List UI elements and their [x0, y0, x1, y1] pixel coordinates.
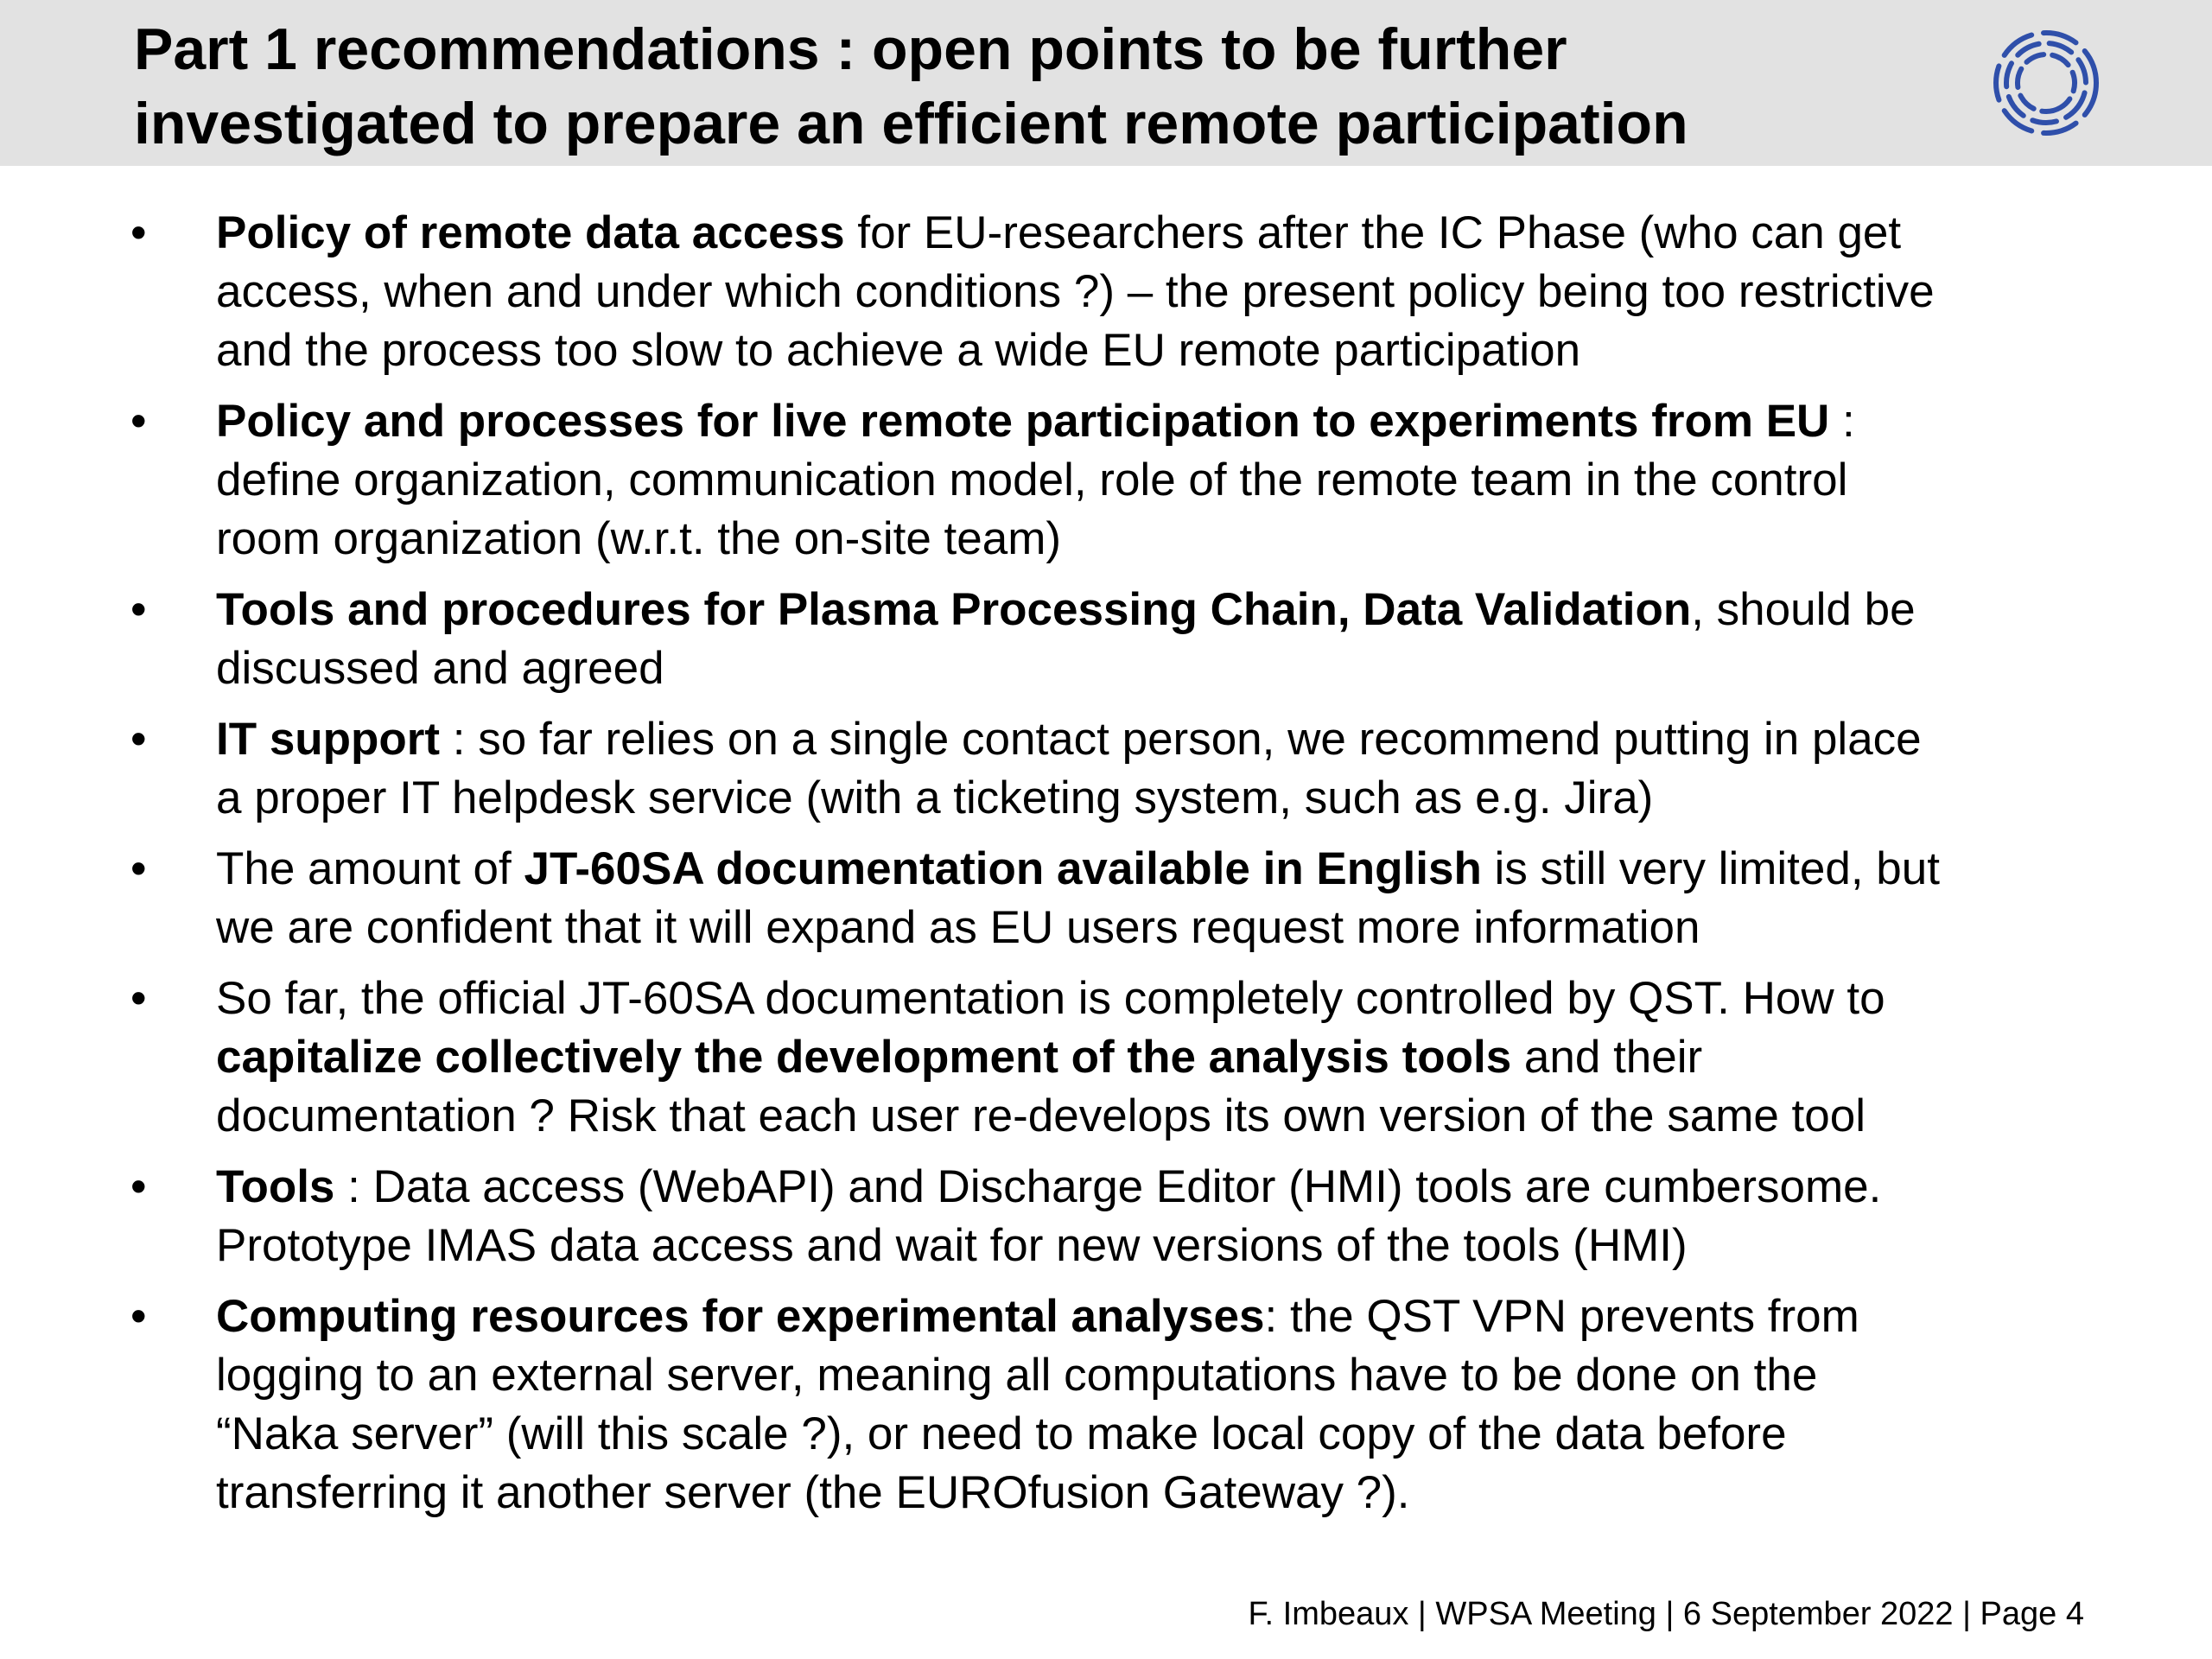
list-item: [125, 969, 2087, 1146]
bullet-heading: Tools and procedures for Plasma Processing Chain, Data Validation: [216, 584, 1692, 635]
bullet-marker: •: [130, 843, 147, 894]
bullet-text: documentation ? Risk that each user re-develops its own version of the same tool: [216, 1090, 1866, 1141]
slide-header: [0, 0, 2212, 166]
bullet-heading: Policy and processes for live remote participation to experiments from EU: [216, 396, 1830, 447]
bullet-text: discussed and agreed: [216, 643, 664, 694]
bullet-text: and the process too slow to achieve a wide EU remote participation: [216, 325, 1581, 376]
fusion-ring-logo-icon: [1989, 26, 2103, 140]
bullet-marker: •: [130, 1291, 147, 1342]
recommendations-list: [125, 204, 2087, 1535]
bullet-text: is still very limited, but: [1481, 843, 1940, 894]
bullet-text: a proper IT helpdesk service (with a ticketing system, such as e.g. Jira): [216, 772, 1654, 823]
slide-footer: F. Imbeaux | WPSA Meeting | 6 September 2022 | Page 4: [1248, 1596, 2084, 1632]
bullet-text: :: [1829, 396, 1855, 447]
bullet-text: : the QST VPN prevents from: [1264, 1291, 1859, 1342]
bullet-text: room organization (w.r.t. the on-site team): [216, 513, 1061, 564]
bullet-heading: JT-60SA documentation available in English: [524, 843, 1482, 894]
list-item: [125, 1287, 2087, 1522]
slide-title: [134, 12, 1948, 161]
bullet-heading: capitalize collectively the development of the analysis tools: [216, 1032, 1512, 1083]
bullet-text: So far, the official JT-60SA documentation is completely controlled by QST. How to: [216, 973, 1885, 1024]
bullet-heading: Tools: [216, 1161, 335, 1212]
bullet-marker: •: [130, 396, 147, 447]
bullet-text: , should be: [1691, 584, 1916, 635]
bullet-heading: IT support: [216, 714, 441, 765]
bullet-text: transferring it another server (the EUROfusion Gateway ?).: [216, 1467, 1410, 1518]
bullet-text: “Naka server” (will this scale ?), or need to make local copy of the data before: [216, 1408, 1787, 1459]
list-item: [125, 710, 2087, 828]
bullet-text: logging to an external server, meaning all computations have to be done on the: [216, 1350, 1818, 1401]
bullet-text: The amount of: [216, 843, 524, 894]
bullet-text: Prototype IMAS data access and wait for new versions of the tools (HMI): [216, 1220, 1688, 1271]
bullet-heading: Computing resources for experimental analyses: [216, 1291, 1265, 1342]
list-item: [125, 581, 2087, 698]
bullet-marker: •: [130, 584, 147, 635]
bullet-text: for EU-researchers after the IC Phase (who can get: [844, 207, 1902, 258]
bullet-text: define organization, communication model, role of the remote team in the control: [216, 454, 1848, 505]
bullet-marker: •: [130, 207, 147, 258]
bullet-marker: •: [130, 1161, 147, 1212]
list-item: [125, 1158, 2087, 1275]
bullet-heading: Policy of remote data access: [216, 207, 845, 258]
bullet-text: and their: [1511, 1032, 1703, 1083]
bullet-text: : so far relies on a single contact person, we recommend putting in place: [440, 714, 1922, 765]
bullet-text: : Data access (WebAPI) and Discharge Editor (HMI) tools are cumbersome.: [334, 1161, 1882, 1212]
title-line-1: Part 1 recommendations : open points to be further: [134, 16, 1567, 82]
list-item: [125, 392, 2087, 569]
bullet-marker: •: [130, 973, 147, 1024]
list-item: [125, 204, 2087, 380]
title-line-2: investigated to prepare an efficient remote participation: [134, 91, 1688, 156]
bullet-text: access, when and under which conditions ?) – the present policy being too restrictive: [216, 266, 1935, 317]
list-item: [125, 840, 2087, 957]
bullet-text: we are confident that it will expand as EU users request more information: [216, 902, 1700, 953]
bullet-marker: •: [130, 714, 147, 765]
